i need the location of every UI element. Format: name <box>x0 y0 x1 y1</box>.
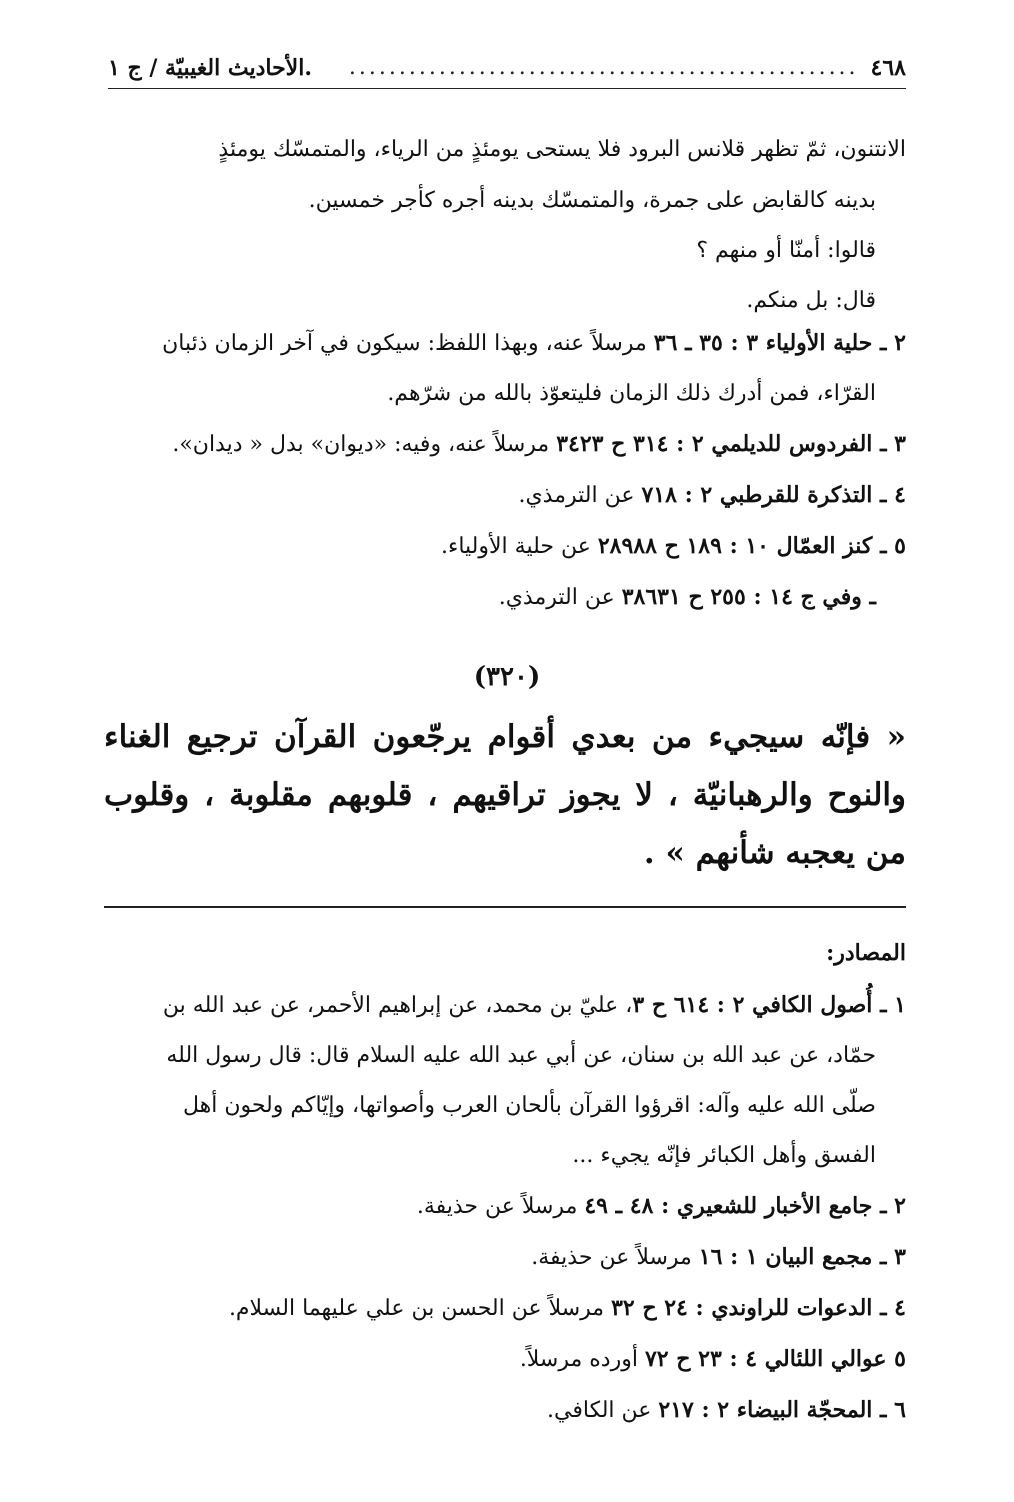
text-line: قالوا: أمنّا أو منهم ؟ <box>696 238 876 263</box>
source-item-continuation: الفسق وأهل الكبائر فإنّه يجيء ... <box>572 1143 876 1168</box>
text-line: قال: بل منكم. <box>746 288 876 313</box>
source-ref: ٣ ـ الفردوس للديلمي ٢ : ٣١٤ ح ٣٤٢٣ <box>556 431 906 457</box>
source-ref: ٣ ـ مجمع البيان ١ : ١٦ <box>698 1244 906 1270</box>
source-item-continuation: صلّى الله عليه وآله: اقرؤوا القرآن بألحان العرب وأصواتها، وإيّاكم ولحون أهل <box>182 1093 876 1118</box>
source-ref: ٢ ـ حلية الأولياء ٣ : ٣٥ ـ ٣٦ <box>653 330 906 356</box>
source-item <box>104 419 906 470</box>
upper-sources-list <box>104 318 906 623</box>
source-note: مرسلاً عن الحسن بن علي عليهما السلام. <box>228 1296 612 1321</box>
text-line: الانتنون، ثمّ تظهر قلانس البرود فلا يستحى يومئذٍ من الرياء، والمتمسّك يومئذٍ <box>218 137 906 162</box>
source-ref: ٥ عوالي اللئالي ٤ : ٢٣ ح ٧٢ <box>644 1346 906 1372</box>
source-note: عن حلية الأولياء. <box>440 534 598 559</box>
source-item-continuation: حمّاد، عن عبد الله بن سنان، عن أبي عبد الله عليه السلام قال: قال رسول الله <box>166 1043 876 1068</box>
source-note: عن الترمذي. <box>518 483 642 508</box>
page-number: ٤٦٨ <box>870 55 906 81</box>
source-item <box>104 1334 906 1385</box>
page-header <box>108 48 906 89</box>
source-note: مرسلاً عن حذيفة. <box>531 1245 699 1270</box>
source-item <box>104 1385 906 1436</box>
source-note: عن الترمذي. <box>498 585 622 610</box>
source-note: عن الكافي. <box>547 1398 659 1423</box>
source-ref: ٢ ـ جامع الأخبار للشعيري : ٤٨ ـ ٤٩ <box>584 1193 906 1219</box>
sources-heading: المصادر: <box>826 940 906 966</box>
source-note: مرسلاً عنه، وبهذا اللفظ: سيكون في آخر الزمان ذئبان <box>162 331 654 356</box>
footnote-divider <box>104 906 906 908</box>
text-line: بدينه كالقابض على جمرة، والمتمسّك بدينه أجره كأجر خمسين. <box>308 188 876 213</box>
hadith-text: « فإنّه سيجيء من بعدي أقوام يرجّعون القرآن ترجيع الغناء والنوح والرهبانيّة ، لا يجوز تراقيهم ، قلوبهم مقلوبة ، وقلوب من يعجبه شأنهم » . <box>104 719 906 871</box>
sources-list <box>104 980 906 1436</box>
source-item <box>104 318 906 369</box>
source-item <box>104 470 906 521</box>
source-ref: ٤ ـ الدعوات للراوندي : ٢٤ ح ٣٢ <box>611 1295 906 1321</box>
source-item-continuation: القرّاء، فمن أدرك ذلك الزمان فليتعوّذ بالله من شرّهم. <box>387 381 876 406</box>
source-ref: ١ ـ أُصول الكافي ٢ : ٦١٤ ح ٣ <box>632 992 906 1018</box>
source-ref: ٥ ـ كنز العمّال ١٠ : ١٨٩ ح ٢٨٩٨٨ <box>597 533 906 559</box>
source-item <box>104 980 906 1031</box>
source-ref: ٤ ـ التذكرة للقرطبي ٢ : ٧١٨ <box>641 482 906 508</box>
source-note: مرسلاً عن حذيفة. <box>416 1194 585 1219</box>
source-note: مرسلاً عنه، وفيه: «ديوان» بدل « ديدان». <box>172 432 557 457</box>
source-ref: ـ وفي ج ١٤ : ٢٥٥ ح ٣٨٦٣١ <box>621 584 876 610</box>
source-note: ، عليّ بن محمد، عن إبراهيم الأحمر، عن عبد الله بن <box>162 993 633 1018</box>
source-note: أورده مرسلاً. <box>519 1347 645 1372</box>
header-dots: ................................................... <box>348 55 859 80</box>
source-item <box>104 1181 906 1232</box>
book-title: .الأحاديث الغيبيّة / ج ١ <box>108 55 312 81</box>
source-item <box>104 1232 906 1283</box>
source-item <box>104 572 906 623</box>
source-ref: ٦ ـ المحجّة البيضاء ٢ : ٢١٧ <box>658 1397 906 1423</box>
source-item <box>104 1283 906 1334</box>
hadith-number: (٣٢٠) <box>473 662 541 692</box>
source-item <box>104 521 906 572</box>
top-continuation-text <box>104 124 906 326</box>
